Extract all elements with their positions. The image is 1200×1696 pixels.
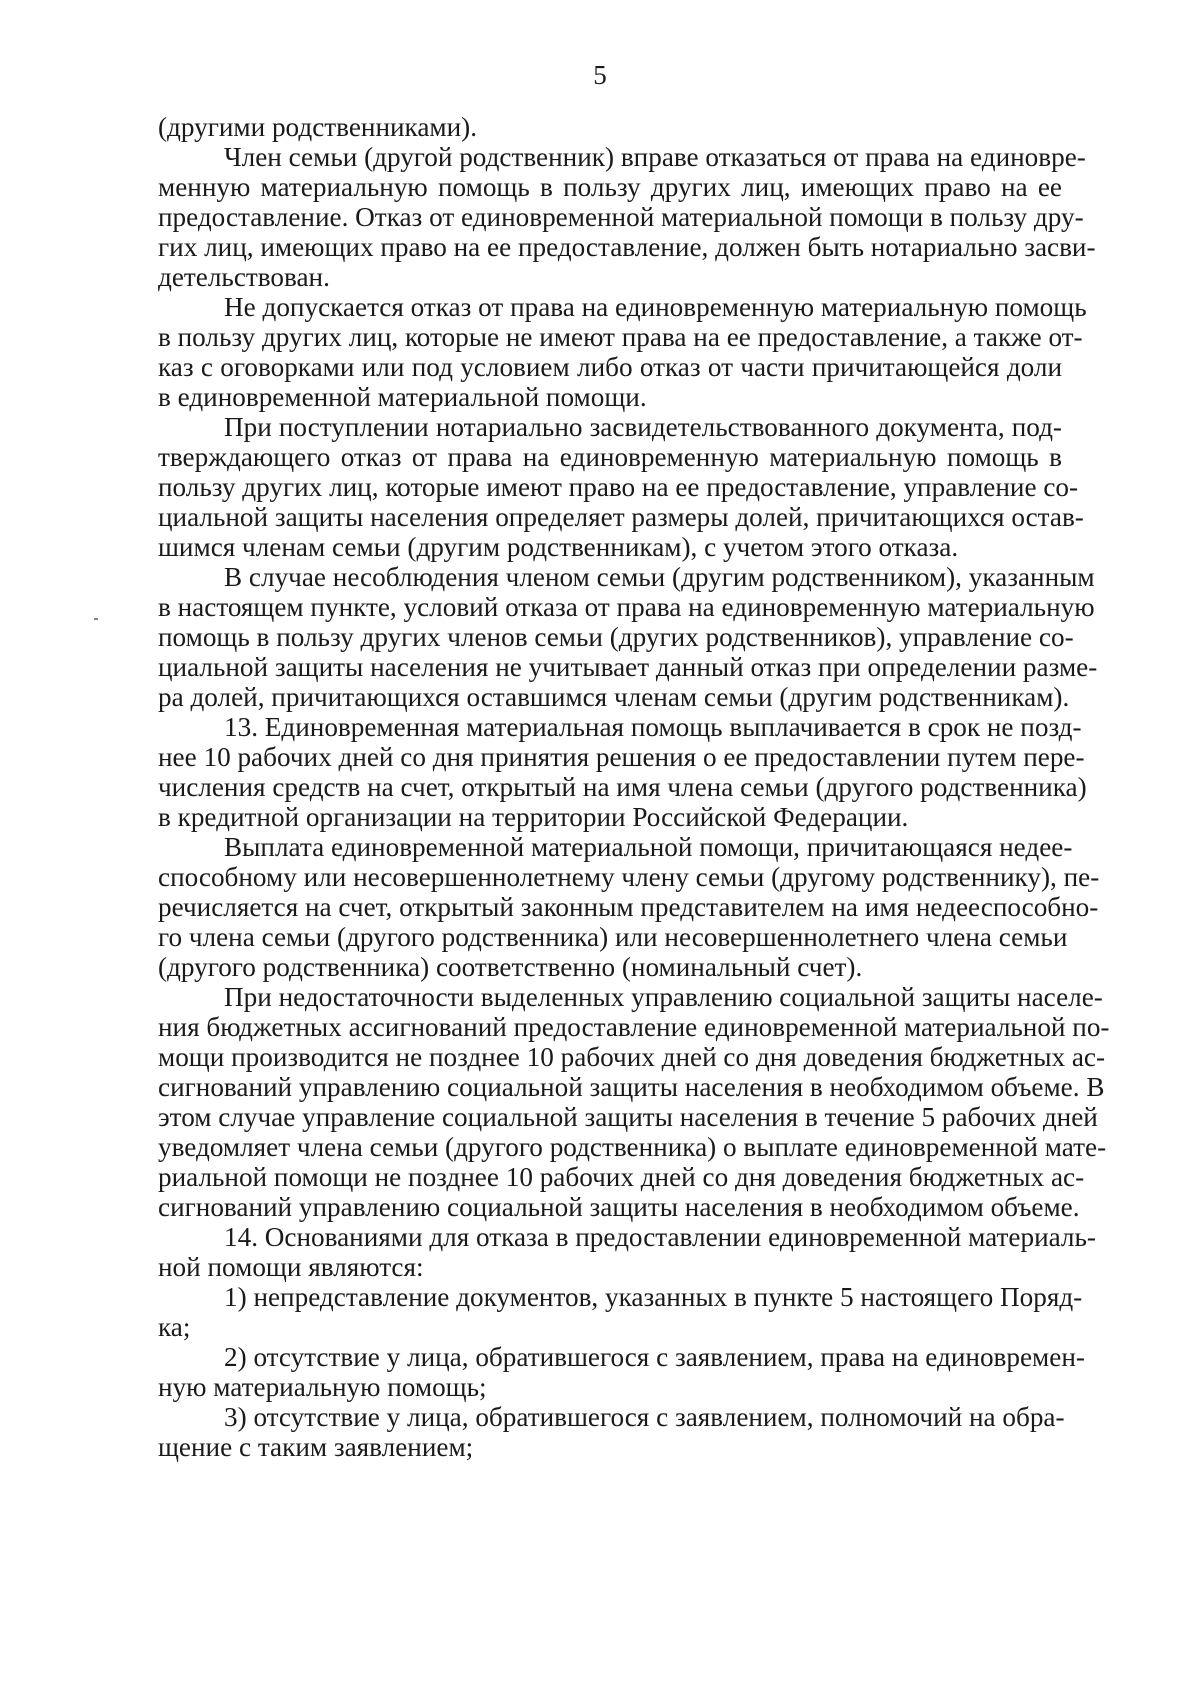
- text-line: менную материальную помощь в пользу других лиц, имеющих право на ее: [158, 172, 1062, 202]
- text-line: 1) непредставление документов, указанных в пункте 5 настоящего Поряд-: [224, 1282, 1083, 1312]
- text-line: ка;: [158, 1312, 191, 1342]
- text-line: ную материальную помощь;: [158, 1372, 487, 1402]
- text-line: в кредитной организации на территории Российской Федерации.: [158, 802, 909, 832]
- text-line: сигнований управлению социальной защиты населения в необходимом объеме.: [158, 1192, 1080, 1222]
- text-line: циальной защиты населения не учитывает данный отказ при определении разме-: [158, 652, 1098, 682]
- text-line: При поступлении нотариально засвидетельствованного документа, под-: [224, 412, 1062, 442]
- text-line: детельствован.: [158, 262, 330, 292]
- text-line: сигнований управлению социальной защиты населения в необходимом объеме. В: [158, 1072, 1105, 1102]
- text-line: мощи производится не позднее 10 рабочих дней со дня доведения бюджетных ас-: [158, 1042, 1106, 1072]
- scan-mark: [94, 618, 98, 620]
- text-line: числения средств на счет, открытый на имя члена семьи (другого родственника): [158, 772, 1087, 802]
- text-line: в единовременной материальной помощи.: [158, 382, 647, 412]
- text-line: Выплата единовременной материальной помощи, причитающаяся недее-: [224, 832, 1073, 862]
- text-line: 2) отсутствие у лица, обратившегося с заявлением, права на единовремен-: [224, 1342, 1085, 1372]
- text-line: в пользу других лиц, которые не имеют права на ее предоставление, а также от-: [158, 322, 1083, 352]
- text-line: риальной помощи не позднее 10 рабочих дней со дня доведения бюджетных ас-: [158, 1162, 1085, 1192]
- text-line: нее 10 рабочих дней со дня принятия решения о ее предоставлении путем пере-: [158, 742, 1085, 772]
- text-line: Член семьи (другой родственник) вправе отказаться от права на единовре-: [224, 142, 1086, 172]
- text-line: 3) отсутствие у лица, обратившегося с заявлением, полномочий на обра-: [224, 1402, 1065, 1432]
- text-line: шимся членам семьи (другим родственникам), с учетом этого отказа.: [158, 532, 959, 562]
- text-line: уведомляет члена семьи (другого родственника) о выплате единовременной мате-: [158, 1132, 1107, 1162]
- text-line: помощь в пользу других членов семьи (других родственников), управление со-: [158, 622, 1074, 652]
- text-line: пользу других лиц, которые имеют право на ее предоставление, управление со-: [158, 472, 1079, 502]
- text-line: (другими родственниками).: [158, 112, 478, 142]
- text-line: (другого родственника) соответственно (номинальный счет).: [158, 952, 863, 982]
- text-line: В случае несоблюдения членом семьи (другим родственником), указанным: [224, 562, 1095, 592]
- text-line: речисляется на счет, открытый законным представителем на имя недееспособно-: [158, 892, 1099, 922]
- text-line: предоставление. Отказ от единовременной материальной помощи в пользу дру-: [158, 202, 1084, 232]
- text-line: тверждающего отказ от права на единовременную материальную помощь в: [158, 442, 1062, 472]
- text-line: этом случае управление социальной защиты населения в течение 5 рабочих дней: [158, 1102, 1098, 1132]
- text-line: го члена семьи (другого родственника) или несовершеннолетнего члена семьи: [158, 922, 1068, 952]
- text-line: Не допускается отказ от права на единовременную материальную помощь: [224, 292, 1087, 322]
- text-line: щение с таким заявлением;: [158, 1432, 474, 1462]
- text-line: способному или несовершеннолетнему члену семьи (другому родственнику), пе-: [158, 862, 1100, 892]
- text-line: каз с оговорками или под условием либо отказ от части причитающейся доли: [158, 352, 1062, 382]
- text-line: ния бюджетных ассигнований предоставление единовременной материальной по-: [158, 1012, 1110, 1042]
- text-line: ра долей, причитающихся оставшимся членам семьи (другим родственникам).: [158, 682, 1070, 712]
- page-number: 5: [593, 60, 607, 90]
- text-line: в настоящем пункте, условий отказа от права на единовременную материальную: [158, 592, 1095, 622]
- text-line: гих лиц, имеющих право на ее предоставление, должен быть нотариально засви-: [158, 232, 1096, 262]
- text-line: циальной защиты населения определяет размеры долей, причитающихся остав-: [158, 502, 1084, 532]
- text-line: 14. Основаниями для отказа в предоставлении единовременной материаль-: [224, 1222, 1096, 1252]
- text-line: ной помощи являются:: [158, 1252, 424, 1282]
- document-body: [158, 112, 1110, 1462]
- text-line: 13. Единовременная материальная помощь выплачивается в срок не позд-: [224, 712, 1082, 742]
- text-line: При недостаточности выделенных управлению социальной защиты населе-: [224, 982, 1103, 1012]
